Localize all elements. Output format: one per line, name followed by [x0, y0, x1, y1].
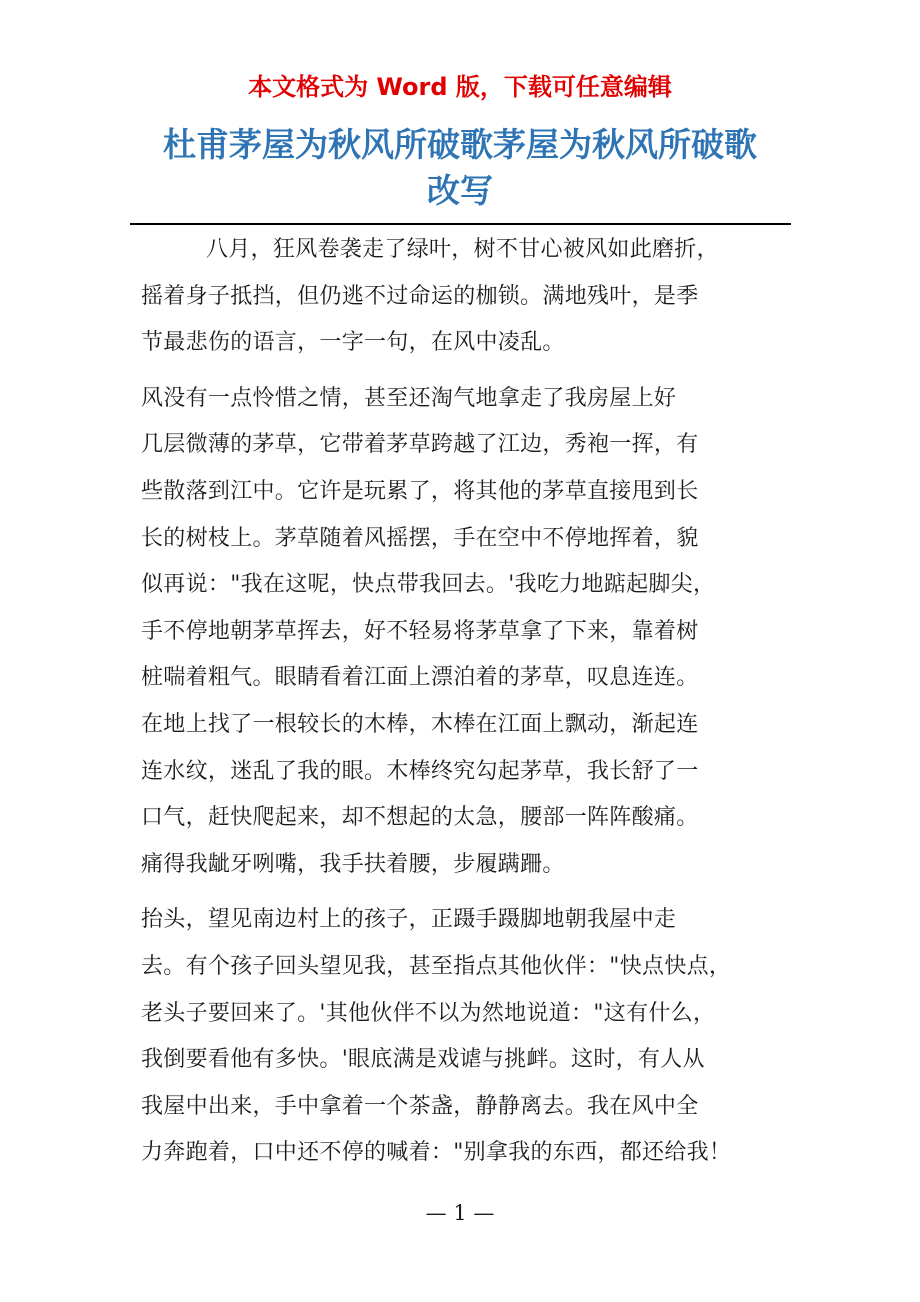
- paragraph-2: 风没有一点怜惜之情，甚至还淘气地拿走了我房屋上好 几层微薄的茅草，它带着茅草跨越了江边，秀袍一挥，有 些散落到江中。它许是玩累了，将其他的茅草直接甩到长 长的树枝上。茅草随着风摇摆，手在空中不停地挥着，貌 似再说："我在这呢，快点带我回去。'我吃力地踮起脚尖， 手不停地朝茅草挥去，好不轻易将茅草拿了下来，靠着树 桩喘着粗气。眼睛看着江面上漂泊着的茅草，叹息连连。 在地上找了一根较长的木棒，木棒在江面上飘动，渐起连 连水纹，迷乱了我的眼。木棒终究勾起茅草，我长舒了一 口气，赶快爬起来，却不想起的太急，腰部一阵阵酸痛。 痛得我龇牙咧嘴，我手扶着腰，步履蹒跚。: [141, 385, 716, 877]
- page-number: — 1 —: [425, 1201, 495, 1225]
- document-body: [141, 227, 786, 1177]
- paragraph-1: 八月，狂风卷袭走了绿叶，树不甘心被风如此磨折， 摇着身子抵挡，但仍逃不过命运的枷锁。满地残叶，是季 节最悲伤的语言，一字一句，在风中凌乱。: [141, 237, 719, 356]
- paragraph-3: 抬头，望见南边村上的孩子，正蹑手蹑脚地朝我屋中走 去。有个孩子回头望见我，甚至指点其他伙伴："快点快点， 老头子要回来了。'其他伙伴不以为然地说道："这有什么， 我倒要看他有多快。'眼底满是戏谑与挑衅。这时，有人从 我屋中出来，手中拿着一个茶盏，静静离去。我在风中全 力奔跑着，口中还不停的喊着："别拿我的东西，都还给我！: [141, 907, 732, 1166]
- document-title: 杜甫茅屋为秋风所破歌茅屋为秋风所破歌 改写: [163, 125, 757, 210]
- format-notice: 本文格式为 Word 版，下载可任意编辑: [248, 73, 672, 101]
- title-divider: [130, 223, 791, 225]
